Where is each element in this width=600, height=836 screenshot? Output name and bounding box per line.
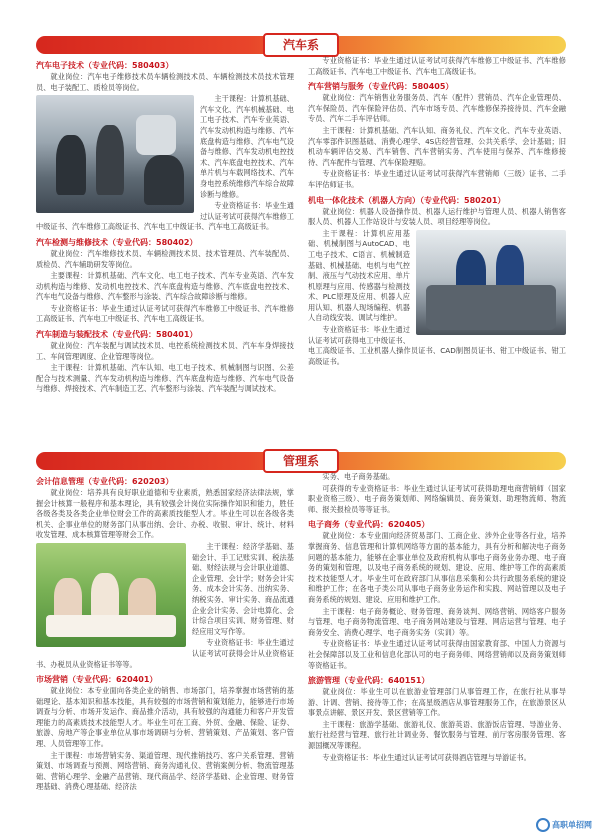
- program-courses: 主要课程：计算机基础、汽车文化、电工电子技术、汽车专业英语、汽车发动机构造与维修、发动机电控技术、汽车底盘构造与维修、汽车底盘电控技术、汽车电气设备与维修、汽车整形与涂装、汽车综合故障诊断与维修。: [36, 271, 294, 302]
- program-courses: 主干课程：经济学基础、基础会计、手工记账实训、税法基础、财经法规与会计职业道德、企业管理、会计学；财务会计实务、成本会计实务、出纳实务、纳税实务、审计实务、商品流通企业会计实务、会计电算化、会计综合项目实训、财务管理、财经应用文写作等。: [192, 541, 294, 636]
- program-courses-continued: 实务、电子商务基础。: [322, 472, 395, 481]
- program-employment: 就业岗位：本专业面向各类企业的销售、市场部门，培养掌握市场营销的基础理论、基本知识和基本技能，具有较强的市场营销和策划能力，能够进行市场调查与分析、市场开发运作、商品推介活动，具有较强的沟通能力和客户开发管理能力的高素质技术技能型人才。毕业生可在工商、外贸、金融、保险、证券、旅游、房地产等企事业单位从事市场调研与分析、营销策划、产品策划、客户管理、人员管理等工作。: [36, 686, 294, 749]
- program-courses: 主干课程：电子商务概论、财务管理、商务谈判、网络营销、网络客户服务与管理、电子商务物流管理、电子商务网站建设与管理、网店运营与管理、电子商务安全、消费心理学、电子商务实务（实训）等。: [308, 606, 566, 637]
- program-title: 旅游管理（专业代码：640151）: [308, 676, 430, 686]
- program-employment: 就业岗位：汽车维修技术员、车辆检测技术员、技术管理员、汽车装配员、质检员、汽车辅助研发等岗位。: [36, 248, 294, 269]
- program-cert: 专业资格证书：毕业生通过认证考试可获得由国家教育部、中国人力资源与社会保障部以及工业和信息化部认可的电子商务师、网络营销师以及商务策划师等资格证书。: [308, 639, 566, 670]
- program-cert: 专业资格证书：毕业生通过认证考试可获得汽车营销师（三级）证书、二手车评估师证书。: [308, 169, 566, 189]
- globe-icon: [536, 818, 550, 832]
- program-title: 汽车制造与装配技术（专业代码：580401）: [36, 330, 198, 340]
- program-courses: 主干课程：旅游学基础、旅游礼仪、旅游英语、旅游饭店管理、导游业务、旅行社经营与管理、旅行社计调业务、餐饮服务与管理、前厅客房服务管理、客源国概况等课程。: [308, 719, 566, 751]
- program-courses: 主干课程：计算机基础、汽车认知、商务礼仪、汽车文化、汽车专业英语、汽车零部件识图基础、消费心理学、4S店经营管理、公共关系学、会计基础；旧机动车辆评估交易、汽车销售、汽车营销实务、汽车使用与保养、汽车维修接待、汽车配件与管理、汽车保险理赔。: [308, 125, 566, 167]
- program-cert: 专业资格证书：毕业生通过认证考试可获得汽车维修工中级证书、汽车维修工高级证书、汽车电工中级证书、汽车电工高级证书。: [36, 303, 294, 324]
- program-employment: 就业岗位：培养具有良好职业道德和专业素质，熟悉国家经济法律法规，掌握会计核算一般程序和基本理论，具有较强会计岗位实际操作知识和能力，胜任各级各类及各类企业单位财会工作的高素质技能型人才。毕业生可以在各级各类机关、企事业单位的财务部门从事出纳、会计、办税、收银、审计、统计、材料收发管理、成本核算管理等财会工作。: [36, 488, 294, 540]
- program-cert: 专业资格证书：毕业生通过认证考试可获得会计从业资格证书、办税员从业资格证书等等。: [36, 638, 294, 669]
- program-employment: 就业岗位：毕业生可以在旅游业管理部门从事管理工作，在旅行社从事导游、计调、营销、接待等工作；在高星级酒店从事管理服务工作，在旅游景区从事景点讲解、景区开发、景区营销等工作。: [308, 687, 566, 718]
- program-title: 机电一体化技术（机器人方向）（专业代码：580201）: [308, 195, 506, 205]
- program-courses: 主干课程：计算机应用基础、机械制图与AutoCAD、电工电子技术、C语言、机械制造基础、机械基础、电机与电气控制、液压与气动技术应用、单片机原理与应用、传感器与检测技术、PLC原理及应用、机器人应用认知、机器人现场编程、机器人自动线安装、调试与维护。: [308, 228, 410, 323]
- robot-lab-photo: [416, 230, 566, 335]
- program-title: 电子商务（专业代码：620405）: [308, 520, 430, 530]
- program-employment: 就业岗位：机器人设备操作员、机器人运行维护与管理人员、机器人销售客服人员、机器人工作站设计与安装人员、项目经理等岗位。: [308, 206, 566, 227]
- program-cert: 专业资格证书：毕业生通过认证考试可获得酒店管理与导游证书。: [322, 752, 531, 762]
- program-employment: 就业岗位：汽车销售业务服务员、汽车（配件）营销员、汽车企业管理员、汽车保险员、汽车保险评估员、汽车市场专员、汽车维修保养接待员、汽车金融专员、汽车二手车评估师。: [308, 93, 566, 124]
- program-title: 汽车电子技术（专业代码：580403）: [36, 61, 174, 70]
- workshop-photo: [36, 95, 194, 213]
- program-employment: 就业岗位：汽车电子维修技术员车辆检测技术员、车辆检测技术员技术管理员、电子装配工、质检员等岗位。: [36, 72, 294, 92]
- auto-right-column: [308, 56, 566, 368]
- program-employment: 就业岗位：本专业面向经济贸易部门、工商企业、涉外企业等各行业，培养掌握商务、信息管理和计算机网络等方面的基本能力，具有分析和解决电子商务问题的基本能力，能够在企事业单位及政府机构从事电子商务业务办理、电子商务的策划和管理，以及电子商务系统的规划、建设、应用、维护等工作的高素质技术技能型人才。毕业生可在政府部门从事信息采集和公共行政服务系统的建设和维护工作；在各电子类公司从事电子商务业务运作和实践、网站管理以及电子商务系统的规划、建设、应用和维护工作。: [308, 531, 566, 604]
- program-employment: 就业岗位：汽车装配与调试技术员、电控系统检测技术员、汽车车身焊接技工、车间管理调度、企业管理等岗位。: [36, 341, 294, 361]
- section-title-mgmt: 管理系: [263, 449, 339, 473]
- auto-left-column: [36, 56, 294, 396]
- students-photo: [36, 543, 186, 647]
- program-courses: 主干课程：市场营销实务、渠道管理、现代推销技巧、客户关系管理、营销策划、市场调查与预测、网络营销、商务沟通礼仪、营销案例分析、物流管理基础、营销心理学、金融产品营销、现代商品学、经济学基础、企业管理、财务管理基础、消费心理基础、经济法: [36, 750, 294, 792]
- section-title-auto: 汽车系: [263, 33, 339, 57]
- program-courses: 主干课程：计算机基础、汽车认知、电工电子技术、机械制图与识图、公差配合与技术测量、汽车发动机构造与维修、汽车底盘构造与维修、汽车电气设备与维修、焊接技术、汽车制造工艺、汽车整形与涂装、汽车装配与调试技术。: [36, 363, 294, 394]
- mgmt-right-column: [308, 472, 566, 764]
- program-cert: 专业资格证书：毕业生通过认证考试可获得汽车维修工中级证书、汽车维修工高级证书、汽车电工中级证书、汽车电工高级证书。: [308, 56, 566, 76]
- section-banner-mgmt: [36, 452, 566, 470]
- program-title: 汽车营销与服务（专业代码：580405）: [308, 82, 454, 92]
- program-title: 市场营销（专业代码：620401）: [36, 675, 158, 685]
- program-cert: 专业资格证书：毕业生通过认证考试可获得电工中级证书、电工高级证书、工业机器人操作员证书、CAD制图员证书、钳工中级证书、钳工高级证书。: [308, 325, 566, 366]
- program-cert: 专业资格证书：毕业生通过认证考试可获得汽车维修工中级证书、汽车维修工高级证书、汽车电工中级证书、汽车电工高级证书。: [36, 201, 294, 232]
- mgmt-left-column: [36, 472, 294, 794]
- program-cert: 可获得的专业资格证书：毕业生通过认证考试可获得助理电商营销师（国家职业资格三级）、电子商务策划师、网络编辑员、商务策划、助理物流师、物流师、报关报检员等等证书。: [308, 483, 566, 514]
- section-banner-auto: [36, 36, 566, 54]
- program-title: 会计信息管理（专业代码：620203）: [36, 477, 174, 486]
- site-watermark: 高职单招网: [536, 818, 592, 832]
- program-courses: 主干课程：计算机基础、汽车文化、汽车机械基础、电工电子技术、汽车专业英语、汽车发动机构造与维修、汽车底盘构造与维修、汽车电气设备与维修、汽车发动机电控技术、汽车底盘电控技术、汽车单片机与车载网络技术、汽车身电控系统维修汽车综合故障诊断与维修。: [200, 94, 294, 199]
- program-title: 汽车检测与维修技术（专业代码：580402）: [36, 237, 198, 247]
